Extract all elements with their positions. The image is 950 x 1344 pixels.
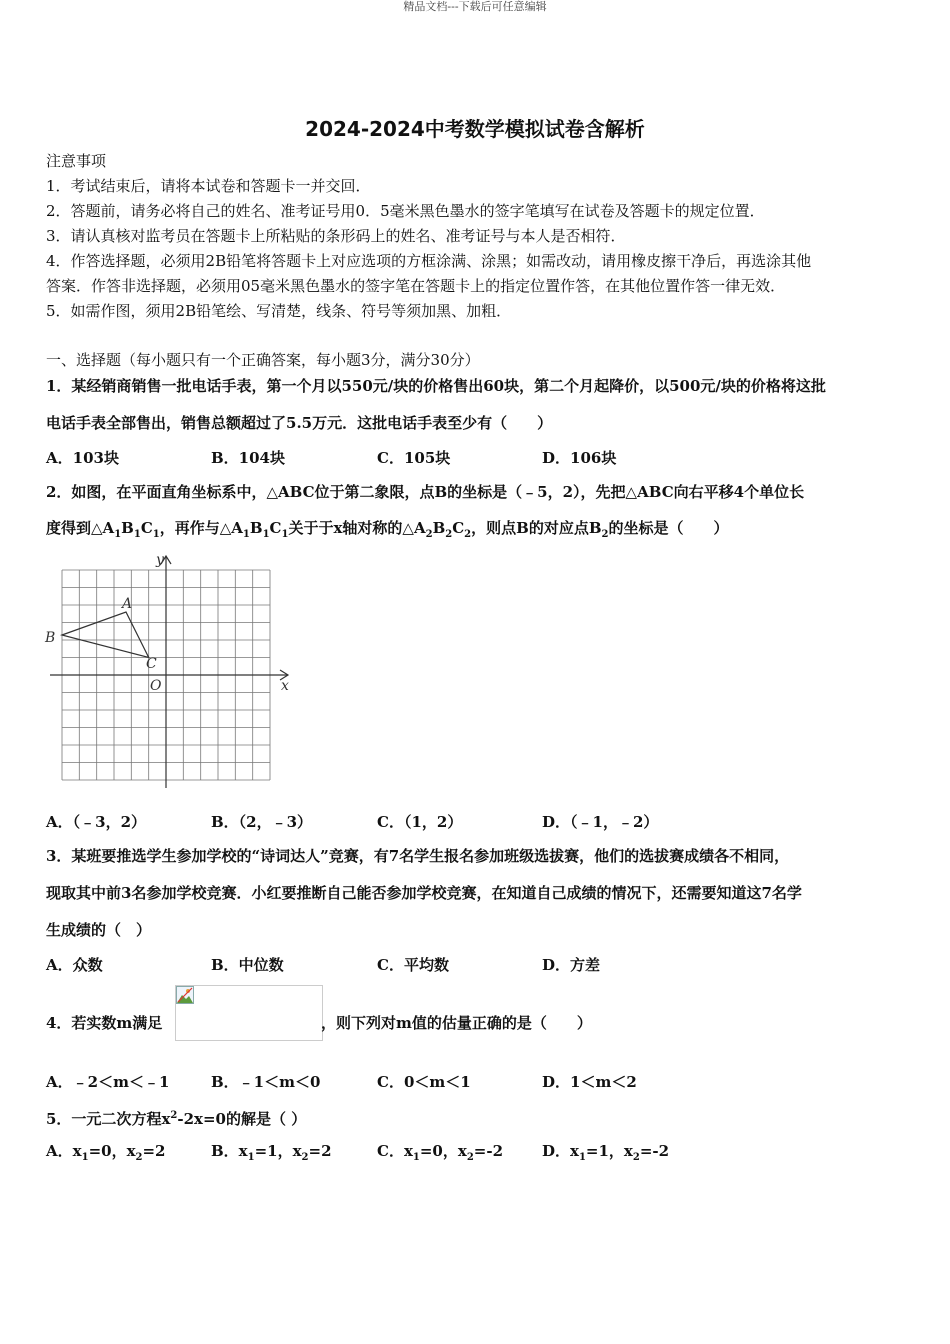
notice-item: 答案．作答非选择题，必须用05毫米黑色墨水的签字笔在答题卡上的指定位置作答，在其他位置作答一律无效．: [46, 277, 786, 295]
question-1-options: [46, 448, 826, 468]
question-3-line: 生成绩的（ ）: [46, 921, 152, 939]
question-2-options: [46, 812, 826, 832]
question-4-before: 4．若实数m满足: [46, 1014, 163, 1032]
broken-image-placeholder: [175, 985, 323, 1041]
origin-label: O: [150, 678, 162, 694]
option-a: A．众数: [46, 956, 103, 974]
question-1-line: 电话手表全部售出，销售总额超过了5.5万元．这批电话手表至少有（ ）: [46, 414, 553, 432]
question-5-options: [46, 1141, 826, 1161]
option-a: A．$x_1=0$，$x_2=2$: [46, 1142, 166, 1163]
notice-item: 1．考试结束后，请将本试卷和答题卡一并交回．: [46, 177, 371, 195]
question-2-line: 2．如图，在平面直角坐标系中，△ABC位于第二象限，点B的坐标是（﹣5，2），先把△ABC向右平移4个单位长: [46, 483, 805, 501]
option-b: B．$x_1=1$，$x_2=2$: [211, 1142, 332, 1163]
option-a: A．103块: [46, 449, 119, 467]
option-d: D．$x_1=1$，$x_2=-2$: [542, 1142, 670, 1163]
option-c: C．$x_1=0$，$x_2=-2$: [377, 1142, 504, 1163]
point-c-label: C: [146, 656, 157, 672]
option-a: A．（﹣3，2）: [46, 813, 147, 831]
coordinate-grid-figure: [44, 550, 294, 790]
triangle-abc: [62, 612, 149, 658]
option-c: C．105块: [377, 449, 451, 467]
option-a: A．﹣2＜m＜﹣1: [46, 1073, 170, 1091]
point-b-label: B: [45, 630, 56, 646]
option-b: B．﹣1＜m＜0: [211, 1073, 321, 1091]
question-3-line: 3．某班要推选学生参加学校的“诗词达人”竞赛，有7名学生报名参加班级选拔赛，他们的选拔赛成绩各不相同，: [46, 847, 790, 865]
notice-heading: 注意事项: [46, 152, 107, 170]
option-b: B．104块: [211, 449, 285, 467]
page-header: 精品文档---下载后可任意编辑: [403, 0, 547, 13]
option-c: C．（1，2）: [377, 813, 463, 831]
option-c: C．平均数: [377, 956, 449, 974]
option-d: D．106块: [542, 449, 617, 467]
question-4-options: [46, 1072, 826, 1092]
question-5-line: 5．一元二次方程$x^2-2x=0$的解是（ ）: [46, 1110, 307, 1128]
question-1-line: 1．某经销商销售一批电话手表，第一个月以550元/块的价格售出60块，第二个月起降价，以500元/块的价格将这批: [46, 377, 826, 395]
broken-image-icon: [176, 986, 194, 1004]
notice-item: 4．作答选择题，必须用2B铅笔将答题卡上对应选项的方框涂满、涂黑；如需改动，请用橡皮擦干净后，再选涂其他: [46, 252, 812, 270]
notice-item: 2．答题前，请务必将自己的姓名、准考证号用0．5毫米黑色墨水的签字笔填写在试卷及答题卡的规定位置．: [46, 202, 765, 220]
y-axis-label: y: [156, 552, 164, 568]
x-axis-label: x: [281, 678, 289, 694]
page-title: 2024-2024中考数学模拟试卷含解析: [305, 117, 645, 141]
option-b: B．（2，﹣3）: [211, 813, 313, 831]
notice-item: 5．如需作图，须用2B铅笔绘、写清楚，线条、符号等须加黑、加粗．: [46, 302, 512, 320]
question-4-after: ，则下列对m值的估量正确的是（ ）: [321, 1014, 592, 1032]
point-a-label: A: [122, 596, 133, 612]
option-d: D．（﹣1，﹣2）: [542, 813, 659, 831]
question-3-line: 现取其中前3名参加学校竞赛．小红要推断自己能否参加学校竞赛，在知道自己成绩的情况下，还需要知道这7名学: [46, 884, 802, 902]
option-c: C．0＜m＜1: [377, 1073, 471, 1091]
question-2-line: 度得到$\triangle A_1B_1C_1$，再作与$\triangle A_1B_1C_1$关于于x轴对称的$\triangle A_2B_2C_2$，则点B的对应点$B_2$的坐标是（ ）: [46, 519, 729, 540]
option-d: D．1＜m＜2: [542, 1073, 637, 1091]
option-d: D．方差: [542, 956, 601, 974]
question-3-options: [46, 955, 826, 975]
option-b: B．中位数: [211, 956, 284, 974]
notice-item: 3．请认真核对监考员在答题卡上所粘贴的条形码上的姓名、准考证号与本人是否相符．: [46, 227, 626, 245]
section-heading: 一、选择题（每小题只有一个正确答案，每小题3分，满分30分）: [46, 351, 480, 369]
